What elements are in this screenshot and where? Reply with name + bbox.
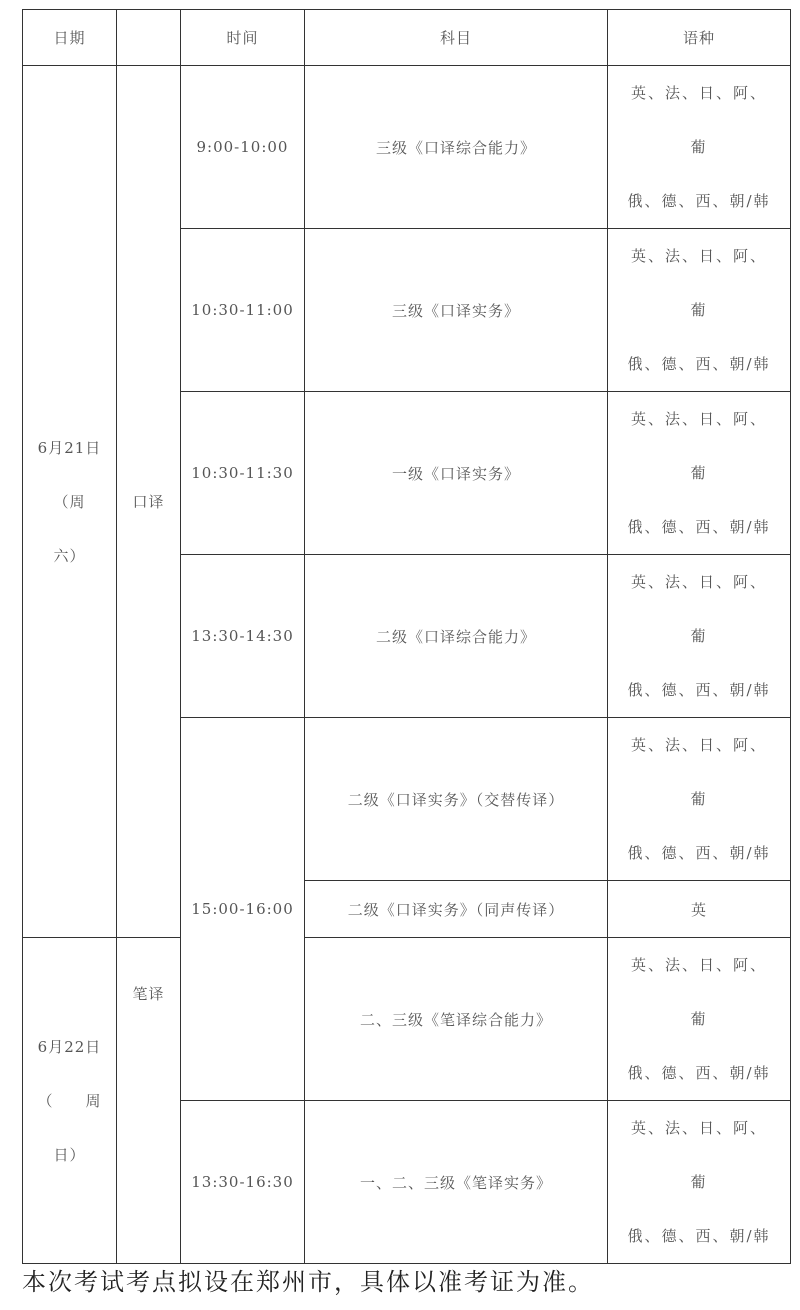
language-cell (608, 555, 791, 718)
language-line: 俄、德、西、朝/韩 (627, 355, 771, 373)
language-cell (608, 1101, 791, 1264)
language-line: 英、法、日、阿、 (630, 84, 767, 102)
header-type (117, 10, 181, 66)
subject-cell: 二级《口译实务》（同声传译） (305, 881, 608, 938)
language-line: 葡 (690, 301, 708, 319)
language-line: 葡 (690, 138, 708, 156)
language-cell (608, 66, 791, 229)
time-cell: 13:30-14:30 (181, 555, 305, 718)
exam-schedule-table (22, 9, 791, 1264)
exam-type-cell-interpretation: 口译 (117, 66, 181, 938)
date-line: 6月21日 (37, 438, 102, 457)
header-subject: 科目 (305, 10, 608, 66)
date-line: 六） (53, 546, 86, 565)
subject-cell: 一、二、三级《笔译实务》 (305, 1101, 608, 1264)
language-line: 俄、德、西、朝/韩 (627, 844, 771, 862)
language-cell (608, 718, 791, 881)
language-line: 俄、德、西、朝/韩 (627, 518, 771, 536)
language-line: 英、法、日、阿、 (630, 410, 767, 428)
language-line: 英、法、日、阿、 (630, 573, 767, 591)
language-line: 英、法、日、阿、 (630, 1119, 767, 1137)
subject-cell: 一级《口译实务》 (305, 392, 608, 555)
language-line: 俄、德、西、朝/韩 (627, 1064, 771, 1082)
table-row (23, 938, 791, 1101)
subject-cell: 三级《口译综合能力》 (305, 66, 608, 229)
language-line: 葡 (690, 1010, 708, 1028)
language-line: 葡 (690, 627, 708, 645)
table-row (23, 66, 791, 229)
exam-location-note: 本次考试考点拟设在郑州市，具体以准考证为准。 (22, 1268, 594, 1296)
subject-cell: 三级《口译实务》 (305, 229, 608, 392)
language-line: 葡 (690, 1173, 708, 1191)
time-cell: 10:30-11:00 (181, 229, 305, 392)
language-cell (608, 938, 791, 1101)
language-cell (608, 392, 791, 555)
language-line: 俄、德、西、朝/韩 (627, 192, 771, 210)
header-time: 时间 (181, 10, 305, 66)
header-language: 语种 (608, 10, 791, 66)
language-line: 葡 (690, 790, 708, 808)
language-line: 英、法、日、阿、 (630, 247, 767, 265)
language-line: 俄、德、西、朝/韩 (627, 681, 771, 699)
language-line: 俄、德、西、朝/韩 (627, 1227, 771, 1245)
time-cell: 10:30-11:30 (181, 392, 305, 555)
language-cell-english: 英 (608, 881, 791, 938)
date-line: 日） (53, 1145, 86, 1164)
time-cell: 9:00-10:00 (181, 66, 305, 229)
date-line: （ 周 (37, 1091, 102, 1110)
language-line: 英、法、日、阿、 (630, 956, 767, 974)
exam-type-cell-translation: 笔译 (117, 938, 181, 1264)
language-line: 葡 (690, 464, 708, 482)
header-date: 日期 (23, 10, 117, 66)
date-line: 6月22日 (37, 1037, 102, 1056)
date-line: （周 (53, 492, 86, 511)
time-cell: 13:30-16:30 (181, 1101, 305, 1264)
time-cell: 15:00-16:00 (181, 718, 305, 1101)
date-cell-day2 (23, 938, 117, 1264)
date-cell-day1 (23, 66, 117, 938)
header-row (23, 10, 791, 66)
subject-cell: 二级《口译综合能力》 (305, 555, 608, 718)
subject-cell: 二级《口译实务》（交替传译） (305, 718, 608, 881)
language-line: 英、法、日、阿、 (630, 736, 767, 754)
language-cell (608, 229, 791, 392)
subject-cell: 二、三级《笔译综合能力》 (305, 938, 608, 1101)
